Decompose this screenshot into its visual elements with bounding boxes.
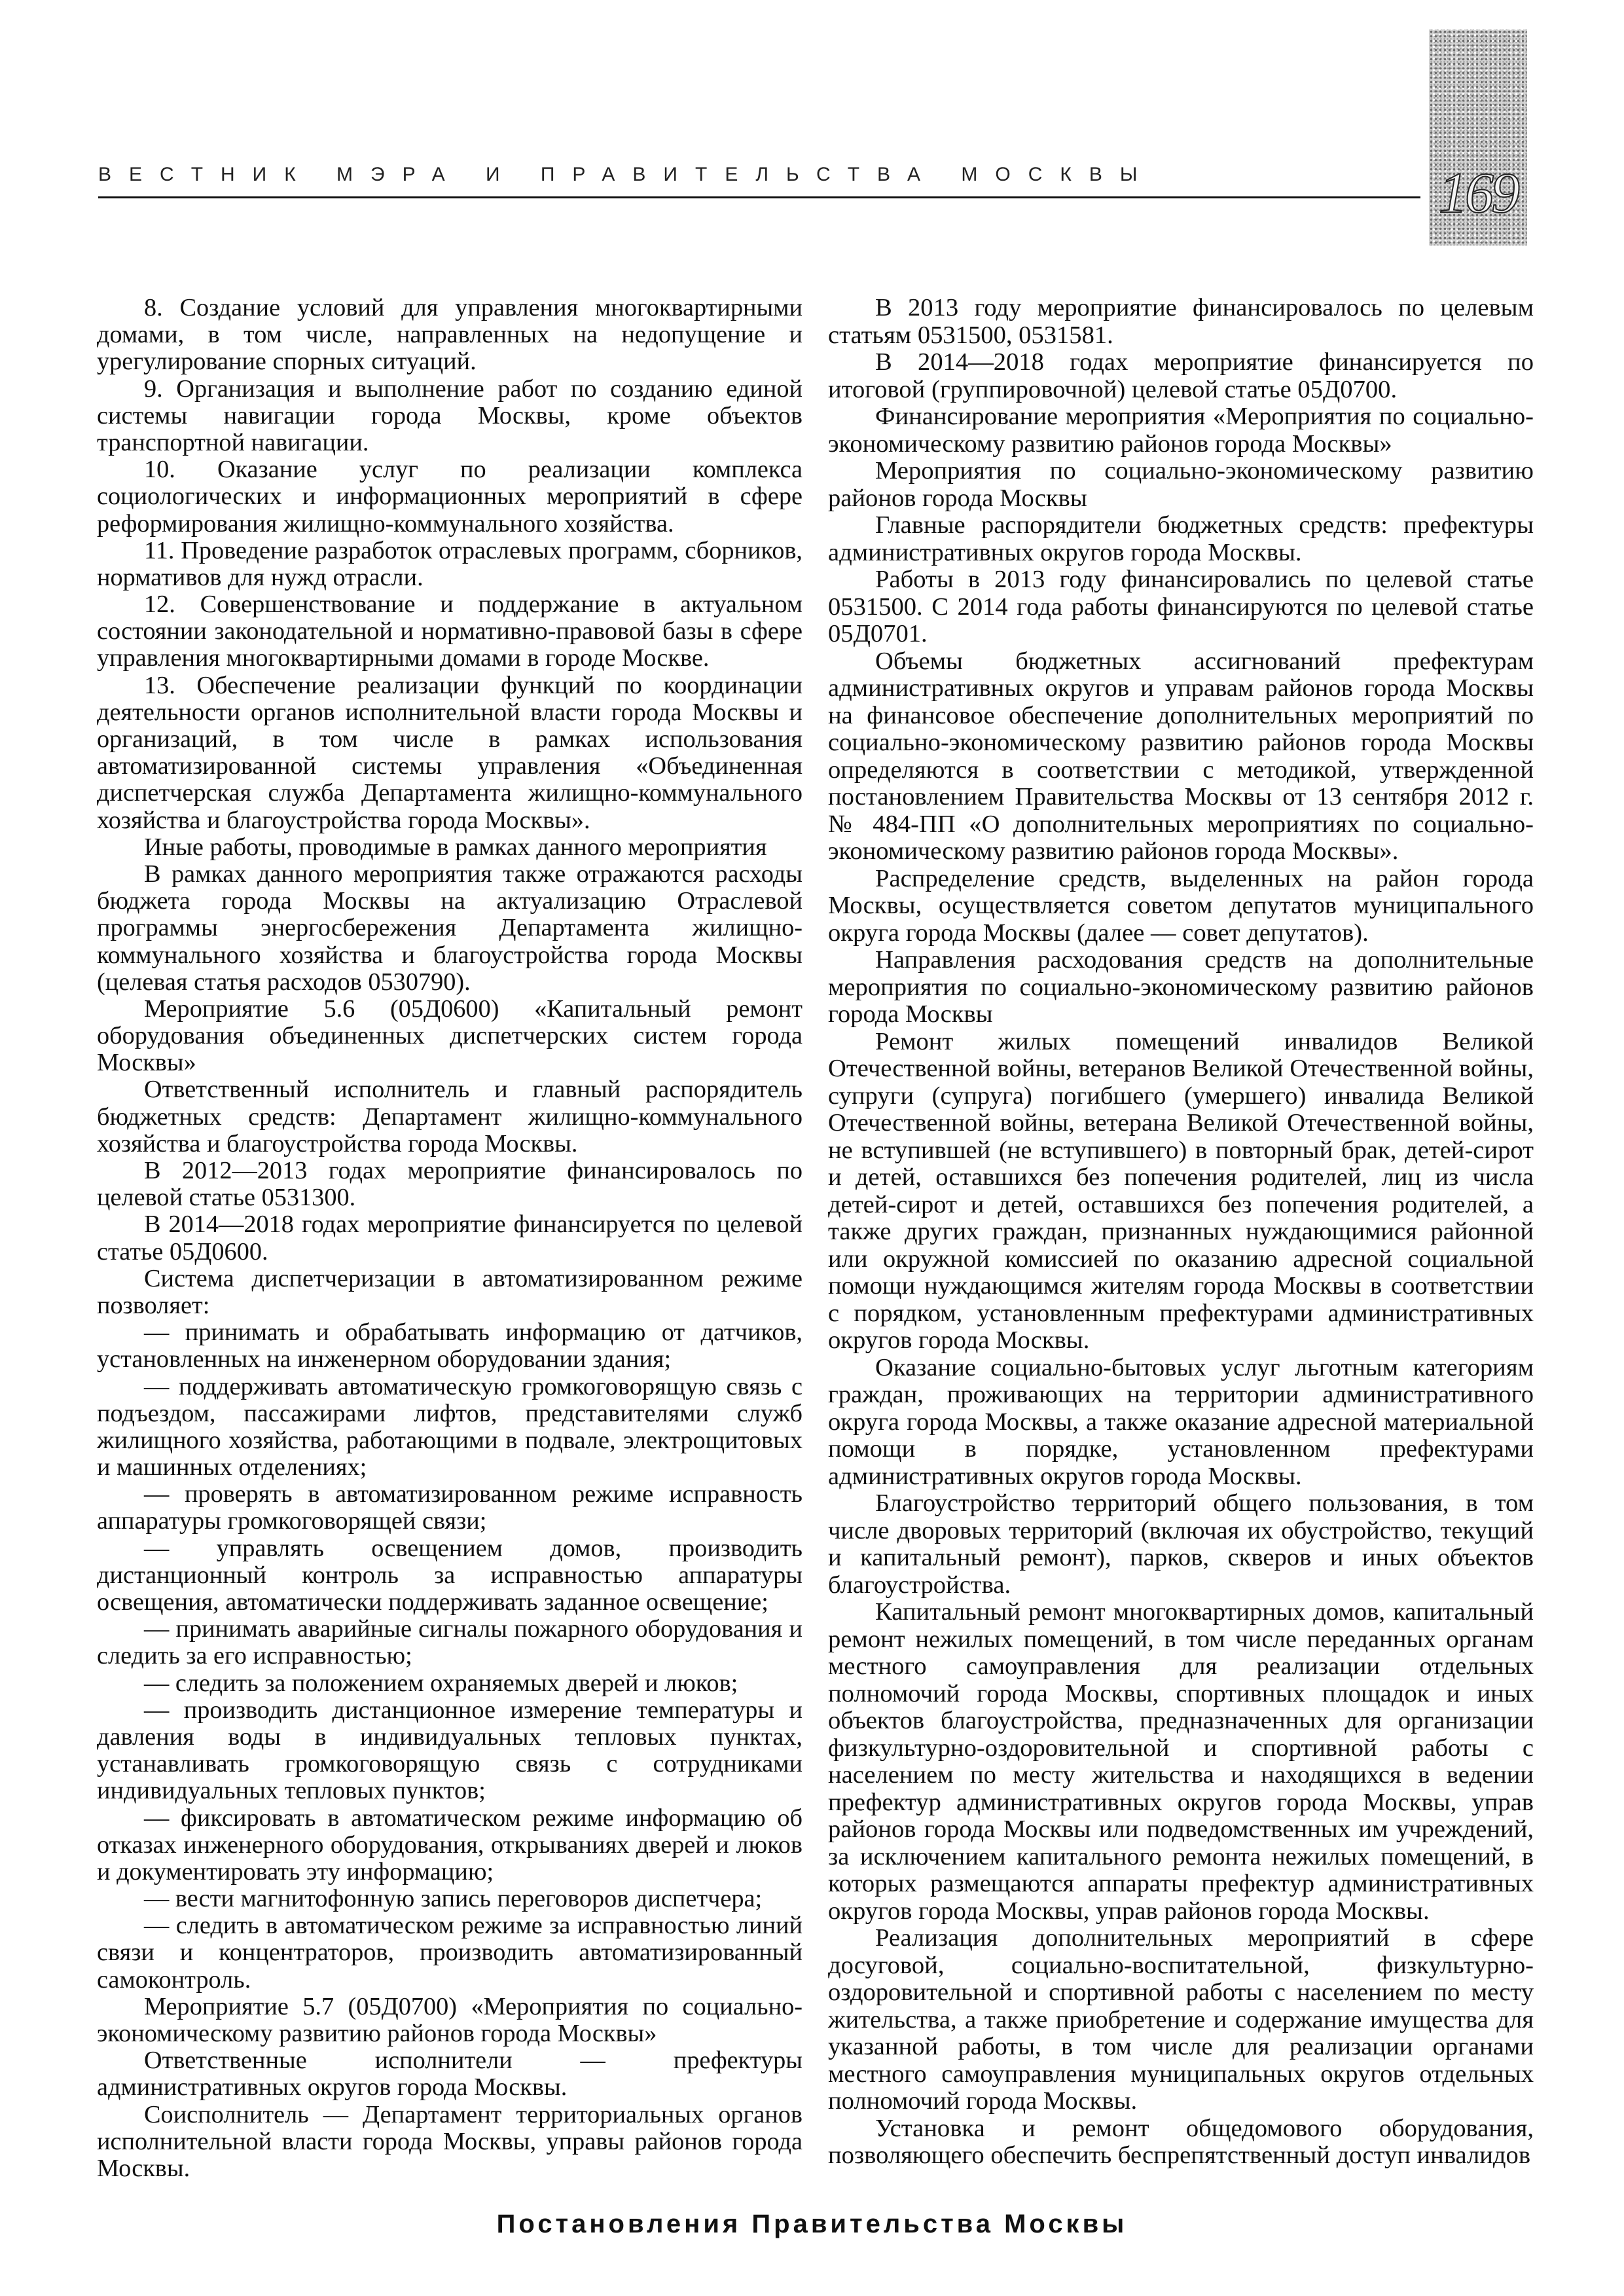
paragraph: В 2014—2018 годах мероприятие финансируется по целевой статье 05Д0600. [97, 1211, 803, 1266]
paragraph: 12. Совершенствование и поддержание в актуальном состоянии законодательной и нормативно-правовой базы в сфере управления многоквартирными домами в городе Москве. [97, 591, 803, 672]
right-column [828, 295, 1534, 2170]
list-item: — следить за положением охраняемых дверей и люков; [144, 1669, 738, 1697]
paragraph: Мероприятие 5.7 (05Д0700) «Мероприятия по социально-экономическому развитию районов города Москвы» [97, 1992, 803, 2047]
paragraph: В 2012—2013 годах мероприятие финансировалось по целевой статье 0531300. [97, 1157, 803, 1212]
list-item: — производить дистанционное измерение температуры и давления воды в индивидуальных тепловых пунктах, устанавливать громкоговорящую связь с сотрудниками индивидуальных тепловых пунктов; [97, 1696, 803, 1805]
paragraph: Капитальный ремонт многоквартирных домов, капитальный ремонт нежилых помещений, в том числе переданных органам местного самоуправления для реализации отдельных полномочий города Москвы, спортивных площадок и иных объектов благоустройства, предназначенных для организации физкультурно-оздоровительной и спортивной работы с населением по месту жительства и находящихся в ведении префектур административных округов города Москвы, управ районов города Москвы или подведомственных им учреждений, за исключением капитального ремонта нежилых помещений, в которых размещаются аппараты префектур административных округов города Москвы, управ районов города Москвы. [828, 1598, 1534, 1925]
paragraph: 11. Проведение разработок отраслевых программ, сборников, нормативов для нужд отрасли. [97, 536, 803, 591]
paragraph: Установка и ремонт общедомового оборудования, позволяющего обеспечить беспрепятственный доступ инвалидов [828, 2114, 1534, 2169]
list-item: — принимать аварийные сигналы пожарного оборудования и следить за его исправностью; [97, 1615, 803, 1670]
list-item: — управлять освещением домов, производить дистанционный контроль за исправностью аппаратуры освещения, автоматически поддерживать заданное освещение; [97, 1534, 803, 1616]
running-title: ВЕСТНИК МЭРА И ПРАВИТЕЛЬСТВА МОСКВЫ [98, 164, 1155, 185]
paragraph: В 2013 году мероприятие финансировалось по целевым статьям 0531500, 0531581. [828, 294, 1534, 349]
paragraph: Ремонт жилых помещений инвалидов Великой Отечественной войны, ветеранов Великой Отечественной войны, супруги (супруга) погибшего (умершего) инвалида Великой Отечественной войны, ветерана Великой Отечественной войны, не вступившей (не вступившего) в повторный брак, детей-сирот и детей, оставшихся без попечения родителей, лиц из числа детей-сирот и детей, оставшихся без попечения родителей, а также других граждан, признанных нуждающимися районной или окружной комиссией по оказанию адресной социальной помощи нуждающимся жителям города Москвы в соответствии с порядком, установленным префектурами административных округов города Москвы. [828, 1027, 1534, 1354]
page-number: 169 [1439, 162, 1517, 225]
paragraph: Объемы бюджетных ассигнований префектурам административных округов и управам районов города Москвы на финансовое обеспечение дополнительных мероприятий по социально-экономическому развитию районов города Москвы определяются в соответствии с методикой, утвержденной постановлением Правительства Москвы от 13 сентября 2012 г. № 484-ПП «О дополнительных мероприятиях по социально-экономическому развитию районов города Москвы». [828, 647, 1534, 865]
paragraph: В 2014—2018 годах мероприятие финансируется по итоговой (группировочной) целевой статье 05Д0700. [828, 348, 1534, 403]
paragraph: Ответственный исполнитель и главный распорядитель бюджетных средств: Департамент жилищно-коммунального хозяйства и благоустройства города Москвы. [97, 1076, 803, 1157]
paragraph: 8. Создание условий для управления многоквартирными домами, в том числе, направленных на недопущение и урегулирование спорных ситуаций. [97, 294, 803, 376]
paragraph: Благоустройство территорий общего пользования, в том числе дворовых территорий (включая их обустройство, текущий и капитальный ремонт), парков, скверов и иных объектов благоустройства. [828, 1489, 1534, 1599]
list-item: — принимать и обрабатывать информацию от датчиков, установленных на инженерном оборудовании здания; [97, 1319, 803, 1374]
paragraph: В рамках данного мероприятия также отражаются расходы бюджета города Москвы на актуализацию Отраслевой программы энергосбережения Департамента жилищно-коммунального хозяйства и благоустройства города Москвы (целевая статья расходов 0530790). [97, 860, 803, 996]
paragraph: Работы в 2013 году финансировались по целевой статье 0531500. С 2014 года работы финансируются по целевой статье 05Д0701. [828, 566, 1534, 647]
footer-section-title: Постановления Правительства Москвы [496, 2210, 1128, 2238]
paragraph: Мероприятия по социально-экономическому развитию районов города Москвы [828, 457, 1534, 512]
header-rule [98, 196, 1420, 198]
page-number-box [1429, 29, 1527, 246]
paragraph: Реализация дополнительных мероприятий в сфере досуговой, социально-воспитательной, физкультурно-оздоровительной и спортивной работы с населением по месту жительства, а также приобретение и содержание имущества для указанной работы, в том числе для реализации органами местного самоуправления муниципальных округов отдельных полномочий города Москвы. [828, 1924, 1534, 2115]
paragraph: Главные распорядители бюджетных средств: префектуры административных округов города Москвы. [828, 511, 1534, 566]
paragraph: Оказание социально-бытовых услуг льготным категориям граждан, проживающих на территории административного округа города Москвы, а также оказание адресной материальной помощи в порядке, установленном префектурами административных округов города Москвы. [828, 1353, 1534, 1490]
list-item: — поддерживать автоматическую громкоговорящую связь с подъездом, пассажирами лифтов, представителями служб жилищного хозяйства, работающими в подвале, электрощитовых и машинных отделениях; [97, 1372, 803, 1482]
paragraph: Соисполнитель — Департамент территориальных органов исполнительной власти города Москвы, управы районов города Москвы. [97, 2100, 803, 2182]
list-item: — следить в автоматическом режиме за исправностью линий связи и концентраторов, производить автоматизированный самоконтроль. [97, 1912, 803, 1994]
list-item: — проверять в автоматизированном режиме исправность аппаратуры громкоговорящей связи; [97, 1480, 803, 1535]
paragraph: 10. Оказание услуг по реализации комплекса социологических и информационных мероприятий в сфере реформирования жилищно-коммунального хозяйства. [97, 456, 803, 538]
paragraph: Иные работы, проводимые в рамках данного мероприятия [144, 833, 767, 861]
paragraph: Финансирование мероприятия «Мероприятия по социально-экономическому развитию районов города Москвы» [828, 403, 1534, 458]
paragraph: Мероприятие 5.6 (05Д0600) «Капитальный ремонт оборудования объединенных диспетчерских систем города Москвы» [97, 994, 803, 1077]
paragraph: Система диспетчеризации в автоматизированном режиме позволяет: [97, 1264, 803, 1319]
paragraph: Распределение средств, выделенных на район города Москвы, осуществляется советом депутатов муниципального округа города Москвы (далее — совет депутатов). [828, 864, 1534, 947]
paragraph: Ответственные исполнители — префектуры административных округов города Москвы. [97, 2047, 803, 2102]
list-item: — вести магнитофонную запись переговоров диспетчера; [144, 1885, 763, 1913]
paragraph: 13. Обеспечение реализации функций по координации деятельности органов исполнительной власти города Москвы и организаций, в том числе в рамках использования автоматизированной системы управления «Объединенная диспетчерская служба Департамента жилищно-коммунального хозяйства и благоустройства города Москвы». [97, 671, 803, 834]
left-column [97, 295, 803, 2182]
list-item: — фиксировать в автоматическом режиме информацию об отказах инженерного оборудования, открываниях дверей и люков и документировать эту информацию; [97, 1804, 803, 1886]
paragraph: 9. Организация и выполнение работ по созданию единой системы навигации города Москвы, кроме объектов транспортной навигации. [97, 374, 803, 456]
paragraph: Направления расходования средств на дополнительные мероприятия по социально-экономическому развитию районов города Москвы [828, 946, 1534, 1028]
